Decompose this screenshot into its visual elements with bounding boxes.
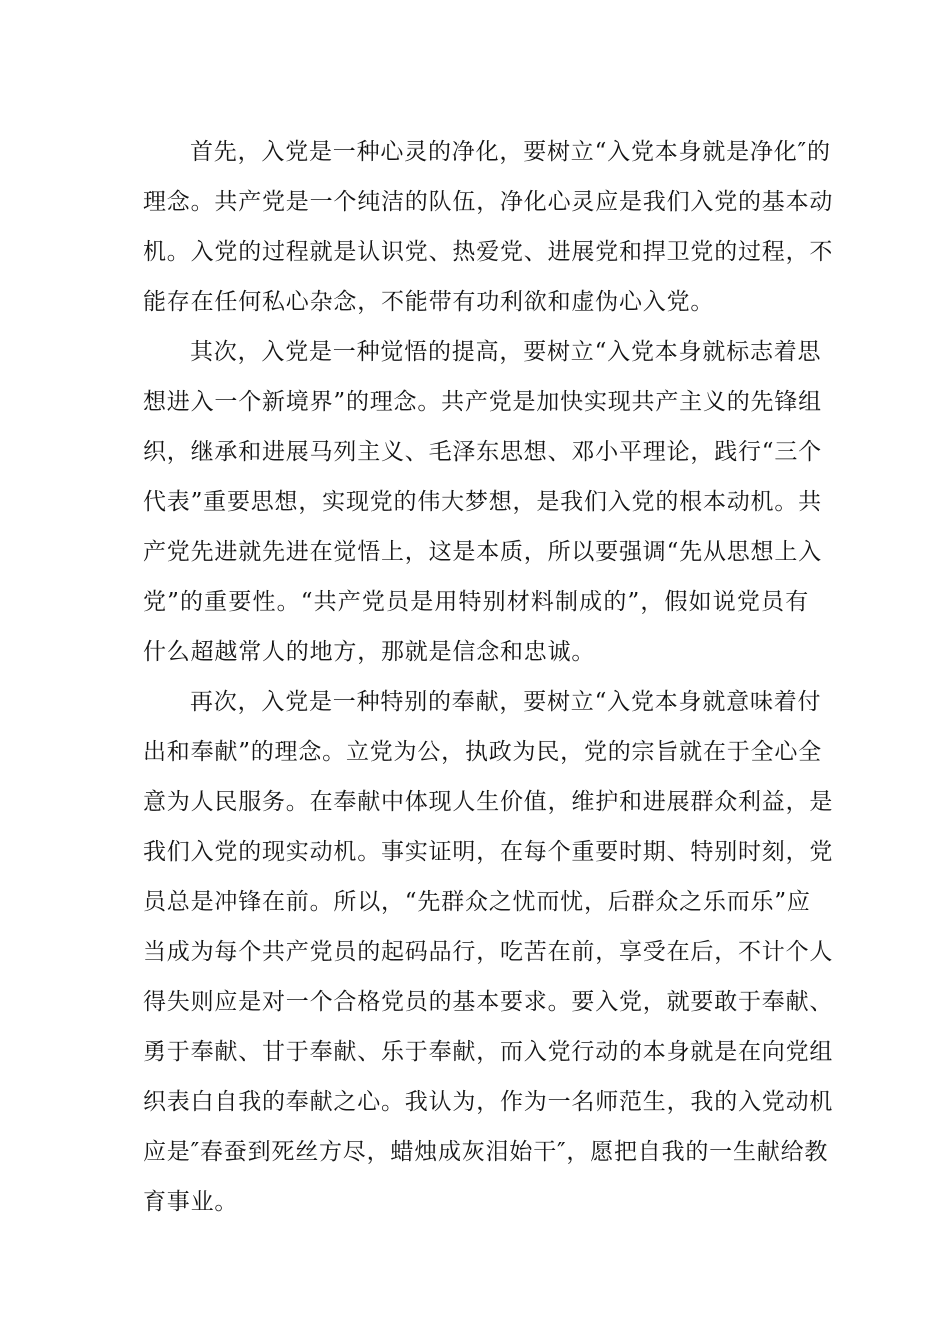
paragraph-line: 首先，入党是一种心灵的净化，要树立“入党本身就是净化″的 (190, 139, 831, 165)
paragraph-line: 我们入党的现实动机。事实证明，在每个重要时期、特别时刻，党 (143, 839, 834, 865)
paragraph-line: 得失则应是对一个合格党员的基本要求。要入党，就要敢于奉献、 (143, 989, 834, 1015)
paragraph-line: 产党先进就先进在觉悟上，这是本质，所以要强调“先从思想上入 (143, 539, 822, 565)
paragraph-line: 理念。共产党是一个纯洁的队伍，净化心灵应是我们入党的基本动 (143, 189, 834, 215)
paragraph-line: 意为人民服务。在奉献中体现人生价值，维护和进展群众利益，是 (143, 789, 834, 815)
paragraph-line: 织，继承和进展马列主义、毛泽东思想、邓小平理论，践行“三个 (143, 439, 822, 465)
paragraph-line: 勇于奉献、甘于奉献、乐于奉献，而入党行动的本身就是在向党组 (143, 1039, 834, 1065)
paragraph-line: 出和奉献”的理念。立党为公，执政为民，党的宗旨就在于全心全 (143, 739, 822, 765)
paragraph-line: 应是″春蚕到死丝方尽，蜡烛成灰泪始干″，愿把自我的一生献给教 (143, 1139, 829, 1165)
paragraph-line: 育事业。 (143, 1189, 239, 1215)
paragraph-line: 机。入党的过程就是认识党、热爱党、进展党和捍卫党的过程，不 (143, 239, 834, 265)
paragraph-1 (143, 127, 834, 327)
paragraph-line: 织表白自我的奉献之心。我认为，作为一名师范生，我的入党动机 (143, 1089, 834, 1115)
paragraph-line: 想进入一个新境界”的理念。共产党是加快实现共产主义的先锋组 (143, 389, 822, 415)
paragraph-line: 当成为每个共产党员的起码品行，吃苦在前，享受在后，不计个人 (143, 939, 834, 965)
paragraph-line: 能存在任何私心杂念，不能带有功利欲和虚伪心入党。 (143, 289, 715, 315)
paragraph-line: 再次，入党是一种特别的奉献，要树立“入党本身就意味着付 (190, 689, 822, 715)
paragraph-line: 什么超越常人的地方，那就是信念和忠诚。 (143, 639, 596, 665)
paragraph-2 (143, 327, 822, 677)
paragraph-line: 员总是冲锋在前。所以，“先群众之忧而忧，后群众之乐而乐”应 (143, 889, 811, 915)
paragraph-line: 党”的重要性。“共产党员是用特别材料制成的”，假如说党员有 (143, 589, 809, 615)
paragraph-line: 代表”重要思想，实现党的伟大梦想，是我们入党的根本动机。共 (143, 489, 822, 515)
document-body (143, 127, 834, 1227)
paragraph-line: 其次，入党是一种觉悟的提高，要树立“入党本身就标志着思 (190, 339, 822, 365)
paragraph-3 (143, 677, 834, 1227)
